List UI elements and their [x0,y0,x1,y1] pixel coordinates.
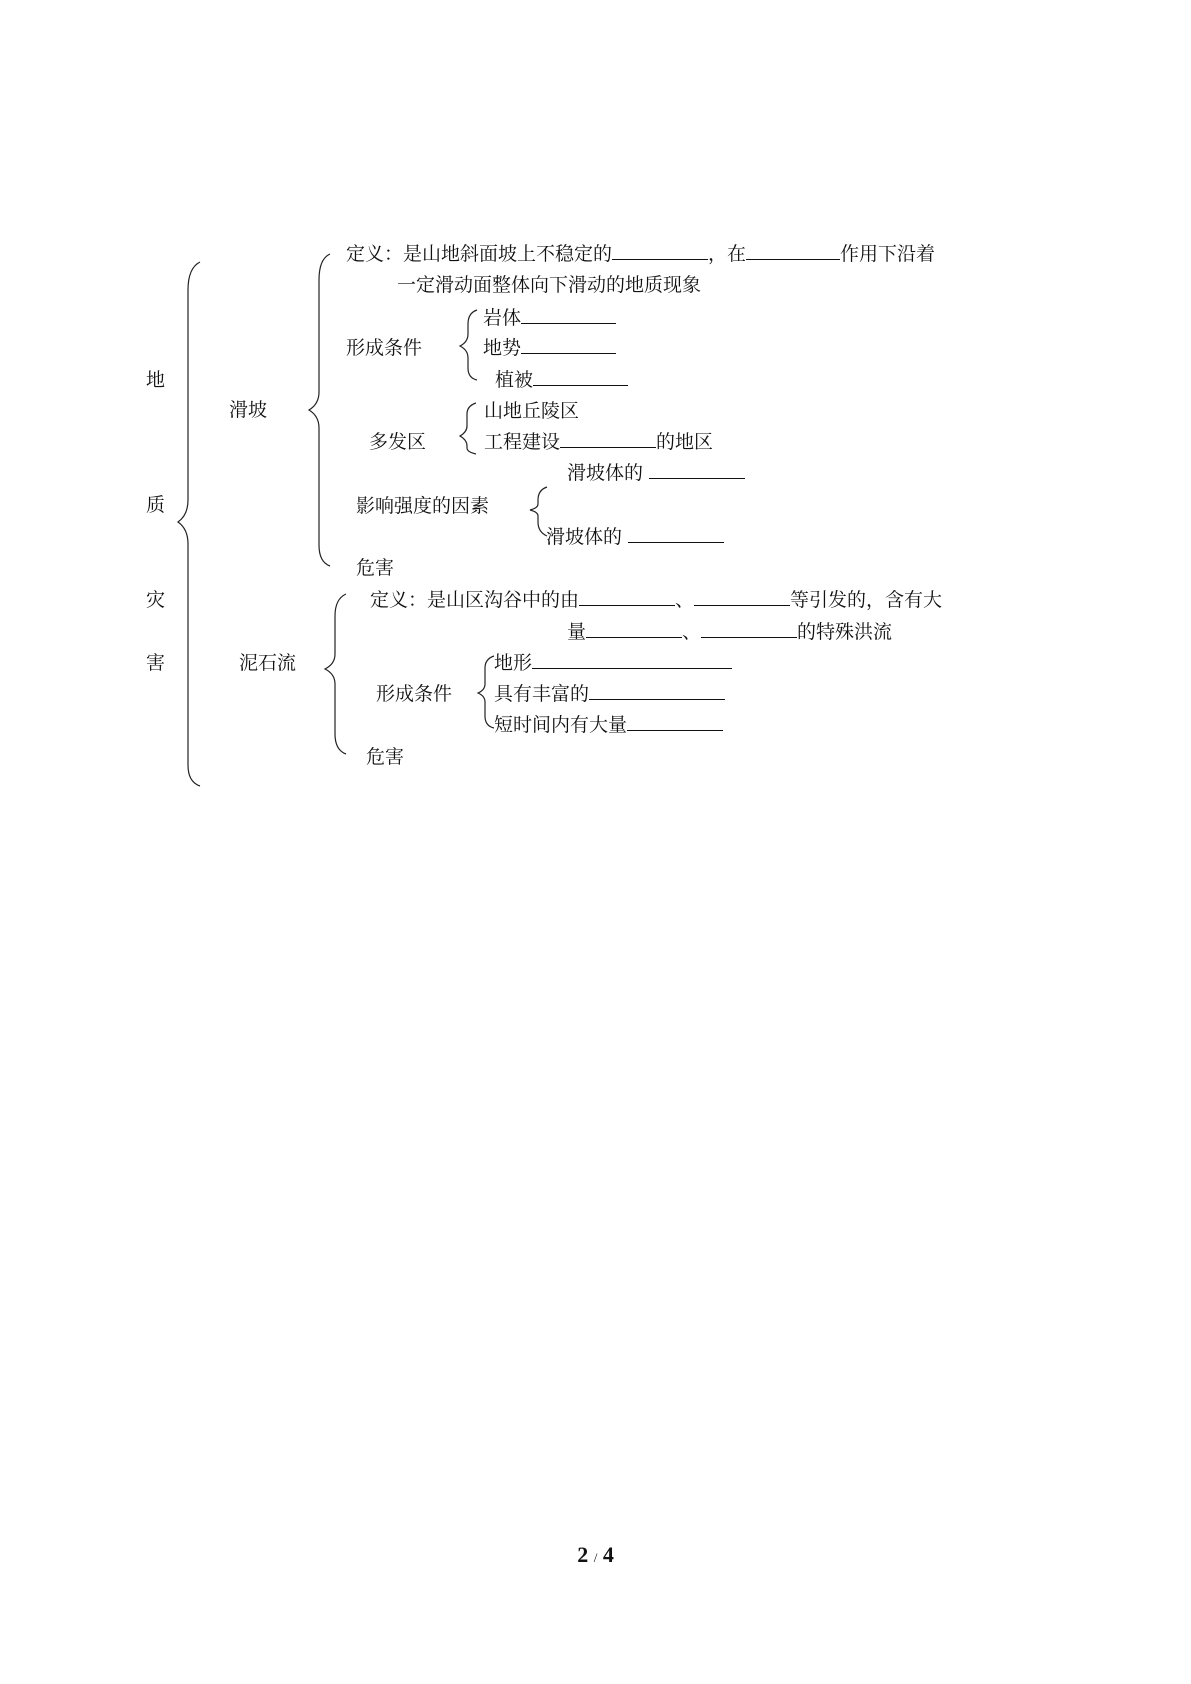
root-char: 地 [146,369,166,391]
factor-item: 滑坡体的 [546,525,724,549]
root-brace [178,262,200,786]
blank-line [649,461,745,479]
landslide-definition-line2: 一定滑动面整体向下滑动的地质现象 [397,274,702,296]
blank-line [627,713,723,731]
page-number: 2 / 4 [577,1542,614,1567]
debris-brace [325,594,346,754]
debris-definition-line1: 定义：是山区沟谷中的由 、 等引发的，含有大 [370,589,943,611]
prone-item: 工程建设 的地区 [484,431,714,453]
debris-definition-line2: 量 、 的特殊洪流 [567,621,893,643]
root-char: 害 [146,652,166,674]
debris-title: 泥石流 [239,652,297,674]
landslide-conditions-label: 形成条件 [346,337,423,359]
condition-item: 具有丰富的 [494,682,725,706]
blank-line [589,682,725,700]
prone-brace [460,403,476,454]
debris-harm: 危害 [366,746,405,768]
factors-label: 影响强度的因素 [356,495,490,517]
landslide-brace [309,254,330,566]
landslide-conditions-brace [460,310,477,380]
blank-line [694,588,790,606]
debris-conditions-label: 形成条件 [376,683,453,705]
blank-line [533,368,628,386]
factors-brace [530,487,547,536]
condition-item: 地形 [494,651,732,675]
blank-line [579,588,675,606]
root-char: 质 [146,494,166,516]
condition-item: 地势 [483,336,616,360]
blank-line [586,620,682,638]
landslide-harm: 危害 [356,557,395,579]
blank-line [521,306,616,324]
landslide-definition-line1: 定义：是山地斜面坡上不稳定的 ，在 作用下沿着 [346,243,936,265]
blank-line [628,525,724,543]
blank-line [560,430,656,448]
root-char: 灾 [146,589,166,611]
prone-item: 山地丘陵区 [484,400,580,422]
condition-item: 植被 [495,368,628,392]
condition-item: 短时间内有大量 [494,713,723,737]
blank-line [521,336,616,354]
debris-conditions-brace [478,656,494,728]
factor-item: 滑坡体的 [567,461,745,485]
condition-item: 岩体 [483,306,616,330]
blank-line [746,242,840,260]
blank-line [701,620,797,638]
blank-line [612,242,708,260]
blank-line [532,651,732,669]
prone-label: 多发区 [369,431,427,453]
landslide-title: 滑坡 [229,399,268,421]
